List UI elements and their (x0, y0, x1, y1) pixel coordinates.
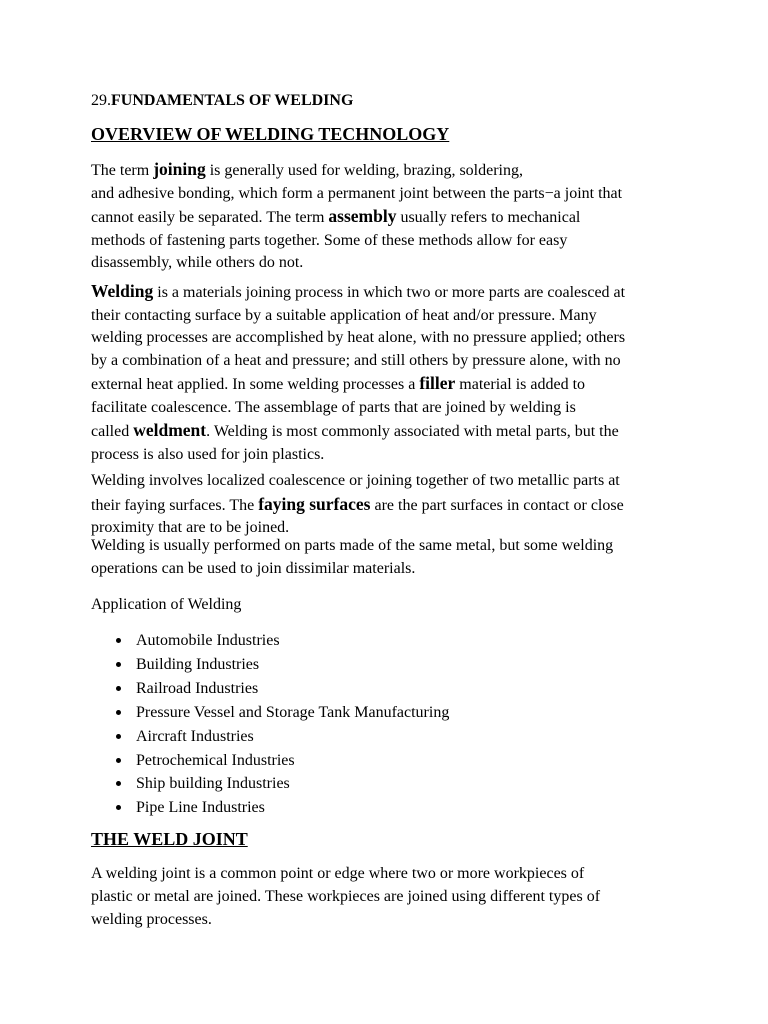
text-line: A welding joint is a common point or edge where two or more workpieces of (91, 865, 585, 882)
text-line: cannot easily be separated. The term assembly usually refers to mechanical (91, 206, 581, 226)
list-item: Pipe Line Industries (91, 796, 449, 820)
text-line: their faying surfaces. The faying surfaces are the part surfaces in contact or close (91, 493, 624, 514)
term-weldment: weldment (133, 420, 207, 440)
chapter-number: 29. (91, 92, 111, 109)
text-line: The term joining is generally used for welding, brazing, soldering, (91, 159, 523, 179)
weld-joint-title: THE WELD JOINT (91, 829, 248, 849)
text-line: proximity that are to be joined. (91, 519, 290, 536)
bullet-icon (116, 686, 121, 691)
text-line: Welding is usually performed on parts made of the same metal, but some welding (91, 537, 614, 554)
text-line: and adhesive bonding, which form a permanent joint between the parts−a joint that (91, 184, 623, 202)
bullet-icon (116, 638, 121, 643)
list-item: Railroad Industries (91, 677, 449, 701)
term-assembly: assembly (328, 206, 397, 226)
text-line: Welding involves localized coalescence or joining together of two metallic parts at (91, 472, 620, 489)
text-line: operations can be used to join dissimilar materials. (91, 559, 416, 577)
paragraph-weld-joint (91, 862, 691, 931)
text-line: disassembly, while others do not. (91, 254, 304, 271)
bullet-icon (116, 710, 121, 715)
chapter-heading (91, 92, 353, 110)
list-item: Aircraft Industries (91, 725, 449, 749)
applications-title: Application of Welding (91, 596, 242, 613)
term-welding: Welding (91, 281, 154, 301)
text-line: methods of fastening parts together. Some of these methods allow for easy (91, 231, 568, 249)
bullet-icon (116, 781, 121, 786)
text-line: their contacting surface by a suitable application of heat and/or pressure. Many (91, 306, 597, 324)
term-filler: filler (419, 373, 456, 393)
text-line: plastic or metal are joined. These workpieces are joined using different types of (91, 888, 601, 905)
bullet-icon (116, 734, 121, 739)
text-line: process is also used for join plastics. (91, 445, 325, 463)
paragraph-faying-surfaces (91, 470, 691, 540)
paragraph-joining (91, 158, 691, 275)
paragraph-welding-definition (91, 280, 691, 466)
term-joining: joining (153, 159, 206, 179)
text-line: welding processes. (91, 911, 212, 928)
paragraph-dissimilar-materials (91, 535, 691, 580)
list-item: Ship building Industries (91, 772, 449, 796)
chapter-title: FUNDAMENTALS OF WELDING (111, 92, 354, 109)
list-item: Pressure Vessel and Storage Tank Manufacturing (91, 701, 449, 725)
bullet-icon (116, 805, 121, 810)
text-line: welding processes are accomplished by heat alone, with no pressure applied; others (91, 329, 626, 346)
applications-list (91, 629, 449, 820)
list-item: Automobile Industries (91, 629, 449, 653)
term-faying-surfaces: faying surfaces (258, 493, 371, 514)
section-title: OVERVIEW OF WELDING TECHNOLOGY (91, 124, 450, 144)
text-line: Welding is a materials joining process in which two or more parts are coalesced at (91, 281, 626, 301)
text-line: by a combination of a heat and pressure; and still others by pressure alone, with no (91, 351, 621, 369)
list-item: Petrochemical Industries (91, 749, 449, 773)
text-line: facilitate coalescence. The assemblage of parts that are joined by welding is (91, 398, 576, 416)
bullet-icon (116, 758, 121, 763)
list-item: Building Industries (91, 653, 449, 677)
bullet-icon (116, 662, 121, 667)
text-line: called weldment. Welding is most commonly associated with metal parts, but the (91, 420, 619, 440)
text-line: external heat applied. In some welding processes a filler material is added to (91, 373, 586, 393)
